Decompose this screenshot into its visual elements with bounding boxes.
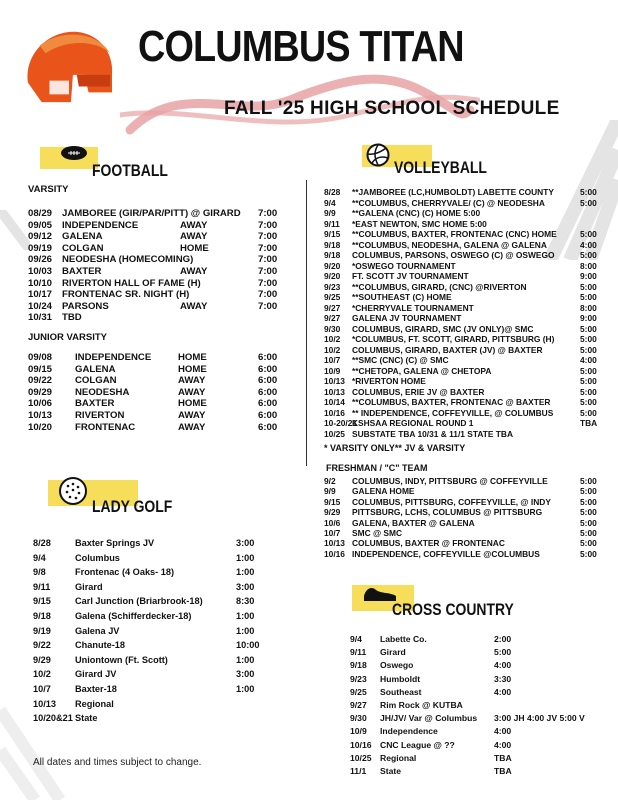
volleyball-event: *CHERRYVALE TOURNAMENT [352,302,474,313]
titan-helmet-logo [20,24,118,110]
volleyball-freshman-time: 5:00 [580,528,597,538]
football-jv-site: AWAY [178,386,206,398]
golf-heading [92,492,190,522]
volleyball-freshman-event: SMC @ SMC [352,528,403,538]
football-jv-date: 09/15 [28,363,53,375]
football-varsity-time: 7:00 [258,289,278,301]
football-jv-site: AWAY [178,421,206,433]
golf-date: 10/20&21 [33,713,73,724]
golf-date: 9/4 [33,552,46,563]
volleyball-event: **COLUMBUS, BAXTER, FRONTENAC @ BAXTER [352,397,551,407]
golf-time: 1:00 [236,567,255,578]
cross-country-date: 9/25 [350,686,367,697]
golf-event: Galena JV [75,625,120,636]
cross-country-time: TBA [494,752,512,763]
volleyball-time: 5:00 [580,250,597,260]
volleyball-note: * VARSITY ONLY** JV & VARSITY [324,443,466,453]
football-jv-site: AWAY [178,410,206,421]
volleyball-date: 9/15 [324,229,341,239]
football-varsity-time: 7:00 [258,254,278,266]
golf-time: 10:00 [236,640,260,651]
volleyball-event: *OSWEGO TOURNAMENT [352,260,456,271]
volleyball-freshman-date: 10/7 [324,528,341,538]
football-varsity-date: 09/26 [28,254,53,266]
column-divider [306,180,307,466]
golf-event: Frontenac (4 Oaks- 18) [75,567,175,578]
volleyball-date: 10/14 [324,397,345,407]
volleyball-event: **GALENA (CNC) (C) HOME 5:00 [352,208,481,218]
cross-country-time: 3:00 JH 4:00 JV 5:00 V [494,713,585,724]
volleyball-event: SUBSTATE TBA 10/31 & 11/1 STATE TBA [352,428,514,439]
volleyball-time: 9:00 [580,271,597,281]
football-jv-opponent: FRONTENAC [75,421,136,433]
cross-country-time: 4:00 [494,660,512,671]
volleyball-event: COLUMBUS, ERIE JV @ BAXTER [352,386,485,397]
football-varsity-date: 10/03 [28,266,53,277]
football-varsity-time: 7:00 [258,300,278,312]
volleyball-time: 5:00 [580,397,597,407]
cross-country-date: 9/18 [350,660,367,671]
cross-country-time: 4:00 [494,686,512,697]
cross-country-event: JH/JV/ Var @ Columbus [380,713,478,724]
golf-date: 9/22 [33,640,51,651]
football-varsity-opponent: FRONTENAC SR. NIGHT (H) [62,289,190,301]
golf-date: 10/13 [33,698,56,709]
football-jv-date: 09/29 [28,386,53,398]
volleyball-freshman-event: PITTSBURG, LCHS, COLUMBUS @ PITTSBURG [352,507,543,518]
golf-event: Baxter Springs JV [75,538,155,548]
volleyball-event: **COLUMBUS, BAXTER, FRONTENAC (CNC) HOME [352,229,557,239]
volleyball-date: 10-20/21 [324,418,358,428]
football-jv-date: 09/22 [28,375,53,387]
volleyball-time: 5:00 [580,386,597,397]
volleyball-freshman-date: 10/6 [324,517,341,528]
golf-time: 3:00 [236,669,255,680]
volleyball-freshman-date: 9/15 [324,496,341,507]
golf-time: 3:00 [236,581,255,592]
volleyball-freshman-event: INDEPENDENCE, COFFEYVILLE @COLUMBUS [352,548,540,559]
volleyball-freshman-event: COLUMBUS, INDY, PITTSBURG @ COFFEYVILLE [352,476,548,486]
volleyball-date: 9/20 [324,260,341,271]
volleyball-event: **SOUTHEAST (C) HOME [352,292,452,302]
volleyball-time: 5:00 [580,344,597,355]
cross-country-event: Labette Co. [380,634,427,644]
football-varsity-opponent: TBD [62,312,82,324]
cross-country-date: 9/23 [350,673,367,684]
volleyball-date: 9/23 [324,281,341,292]
golf-ball-icon [58,476,88,506]
volleyball-freshman-event: GALENA, BAXTER @ GALENA [352,517,475,528]
cross-country-date: 9/30 [350,713,367,724]
golf-title: LADY GOLF [92,497,173,516]
volleyball-time: 4:00 [580,355,597,365]
volleyball-time: 5:00 [580,365,597,376]
volleyball-freshman-time: 5:00 [580,476,597,486]
golf-event: Galena (Schifferdecker-18) [75,611,192,621]
football-varsity-date: 10/31 [28,312,53,324]
golf-date: 9/15 [33,596,51,607]
footnote: All dates and times subject to change. [33,757,202,768]
volleyball-freshman-time: 5:00 [580,507,597,518]
football-varsity-time: 7:00 [258,208,278,219]
football-jv-opponent: GALENA [75,363,116,375]
volleyball-time: TBA [580,418,598,428]
volleyball-time: 4:00 [580,239,597,250]
football-varsity-site: HOME [180,242,209,254]
volleyball-event: **SMC (CNC) (C) @ SMC [352,355,449,365]
volleyball-freshman-event: COLUMBUS, PITTSBURG, COFFEYVILLE, @ INDY [352,496,551,507]
football-jv-time: 6:00 [258,398,278,410]
volleyball-event: *RIVERTON HOME [352,376,426,386]
football-heading [92,156,185,186]
football-varsity-time: 7:00 [258,231,278,243]
football-varsity-time: 7:00 [258,242,278,254]
cross-country-time: TBA [494,766,512,776]
volleyball-freshman-time: 5:00 [580,486,597,497]
page-subtitle: FALL '25 HIGH SCHOOL SCHEDULE [224,98,560,119]
golf-date: 9/18 [33,611,51,621]
cross-country-time: 4:00 [494,726,512,737]
volleyball-freshman-time: 5:00 [580,517,597,528]
volleyball-date: 9/20 [324,271,341,281]
volleyball-freshman-date: 9/2 [324,476,336,486]
volleyball-date: 10/13 [324,376,345,386]
golf-time: 1:00 [236,654,255,665]
football-jv-opponent: BAXTER [75,398,115,410]
corner-decoration-mid-left [0,210,30,250]
volleyball-freshman-time: 5:00 [580,538,597,549]
volleyball-time: 5:00 [580,334,597,344]
volleyball-event: *EAST NEWTON, SMC HOME 5:00 [352,218,487,229]
football-varsity-date: 09/19 [28,242,53,254]
cross-country-event: Regional [380,752,417,763]
football-jv-label: JUNIOR VARSITY [28,332,108,343]
golf-event: Regional [75,698,114,709]
football-varsity-opponent: PARSONS [62,300,109,312]
volleyball-freshman-date: 10/16 [324,548,345,559]
volleyball-date: 9/9 [324,208,336,218]
cross-country-date: 9/4 [350,634,362,644]
cross-country-date: 10/9 [350,726,367,737]
football-varsity-opponent: COLGAN [62,242,104,254]
football-varsity-date: 10/17 [28,289,53,301]
golf-date: 10/7 [33,684,51,694]
football-varsity-opponent: BAXTER [62,266,102,277]
football-icon [60,145,88,161]
golf-event: Columbus [75,552,120,563]
page-title: COLUMBUS TITAN [138,22,464,71]
volleyball-freshman-date: 10/13 [324,538,345,549]
volleyball-title: VOLLEYBALL [394,158,487,177]
football-jv-time: 6:00 [258,421,278,433]
golf-event: Uniontown (Ft. Scott) [75,654,168,665]
volleyball-date: 10/13 [324,386,345,397]
volleyball-time: 5:00 [580,197,597,208]
volleyball-date: 9/11 [324,218,340,229]
golf-event: Carl Junction (Briarbrook-18) [75,596,203,607]
cross-country-date: 9/27 [350,700,367,710]
football-varsity-time: 7:00 [258,219,278,231]
volleyball-event: **COLUMBUS, CHERRYVALE/ (C) @ NEODESHA [352,197,545,208]
football-varsity-date: 09/05 [28,219,53,231]
football-varsity-opponent: JAMBOREE (GIR/PAR/PITT) @ GIRARD [62,208,241,219]
football-jv-date: 09/08 [28,352,53,363]
volleyball-event: **COLUMBUS, GIRARD, (CNC) @RIVERTON [352,281,527,292]
volleyball-date: 10/16 [324,407,345,418]
football-jv-date: 10/06 [28,398,53,410]
volleyball-date: 9/25 [324,292,341,302]
golf-time: 3:00 [236,538,255,548]
cross-country-event: Southeast [380,686,422,697]
volleyball-date: 9/18 [324,250,341,260]
volleyball-date: 10/7 [324,355,341,365]
volleyball-event: GALENA JV TOURNAMENT [352,313,462,323]
volleyball-event: KSHSAA REGIONAL ROUND 1 [352,418,474,428]
football-jv-site: HOME [178,398,207,410]
volleyball-date: 9/27 [324,313,341,323]
cross-country-time: 5:00 [494,647,512,658]
football-title: FOOTBALL [92,161,168,180]
volleyball-event: **CHETOPA, GALENA @ CHETOPA [352,365,492,376]
football-varsity-time: 7:00 [258,266,278,277]
football-jv-site: HOME [178,352,207,363]
cross-country-date: 11/1 [350,766,367,776]
football-varsity-date: 10/24 [28,300,53,312]
golf-date: 9/11 [33,581,51,592]
volleyball-time: 5:00 [580,407,597,418]
volleyball-time: 5:00 [580,292,597,302]
football-jv-time: 6:00 [258,363,278,375]
football-varsity-site: AWAY [180,300,208,312]
volleyball-event: COLUMBUS, PARSONS, OSWEGO (C) @ OSWEGO [352,250,555,260]
golf-time: 1:00 [236,625,255,636]
volleyball-event: **JAMBOREE (LC,HUMBOLDT) LABETTE COUNTY [352,187,554,197]
football-jv-date: 10/20 [28,421,53,433]
cross-country-event: Rim Rock @ KUTBA [380,700,463,710]
cross-country-time: 3:30 [494,673,512,684]
volleyball-event: FT. SCOTT JV TOURNAMENT [352,271,469,281]
golf-time: 8:30 [236,596,255,607]
volleyball-date: 10/2 [324,334,341,344]
volleyball-event: **COLUMBUS, NEODESHA, GALENA @ GALENA [352,239,547,250]
football-varsity-site: AWAY [180,219,208,231]
volleyball-time: 8:00 [580,302,597,313]
golf-date: 9/29 [33,654,51,665]
volleyball-date: 10/9 [324,365,341,376]
golf-event: Chanute-18 [75,640,126,651]
volleyball-time: 5:00 [580,229,597,239]
golf-event: Baxter-18 [75,684,117,694]
volleyball-freshman-time: 5:00 [580,548,597,559]
volleyball-date: 10/2 [324,344,341,355]
football-varsity-opponent: GALENA [62,231,103,243]
golf-date: 9/19 [33,625,51,636]
football-jv-site: HOME [178,363,207,375]
football-varsity-opponent: INDEPENDENCE [62,219,139,231]
volleyball-heading [394,153,507,183]
volleyball-time: 9:00 [580,313,597,323]
football-jv-opponent: COLGAN [75,375,117,387]
golf-event: Girard JV [75,669,117,680]
volleyball-time: 5:00 [580,376,597,386]
football-jv-time: 6:00 [258,386,278,398]
cross-country-event: Oswego [380,660,414,671]
volleyball-event: COLUMBUS, GIRARD, BAXTER (JV) @ BAXTER [352,344,543,355]
football-varsity-date: 08/29 [28,208,53,219]
golf-event: State [75,713,98,724]
golf-time: 1:00 [236,611,255,621]
cross-country-date: 9/11 [350,647,367,658]
football-jv-opponent: INDEPENDENCE [75,352,152,363]
volleyball-date: 9/30 [324,323,341,334]
golf-event: Girard [75,581,103,592]
cross-country-date: 10/16 [350,739,372,750]
golf-time: 1:00 [236,552,255,563]
football-varsity-time: 7:00 [258,277,278,289]
football-varsity-opponent: RIVERTON HALL OF FAME (H) [62,277,201,289]
cross-country-date: 10/25 [350,752,372,763]
volleyball-freshman-date: 9/29 [324,507,341,518]
football-varsity-site: AWAY [180,231,208,243]
football-varsity-date: 09/12 [28,231,53,243]
cross-country-event: State [380,766,402,776]
volleyball-time: 5:00 [580,187,597,197]
cross-country-time: 2:00 [494,634,512,644]
volleyball-time: 8:00 [580,260,597,271]
football-jv-opponent: RIVERTON [75,410,125,421]
volleyball-date: 9/4 [324,197,336,208]
volleyball-date: 9/27 [324,302,341,313]
cross-country-event: CNC League @ ?? [380,739,455,750]
volleyball-date: 10/25 [324,428,345,439]
volleyball-time: 5:00 [580,323,597,334]
football-jv-date: 10/13 [28,410,53,421]
football-varsity-opponent: NEODESHA (HOMECOMING) [62,254,194,266]
cross-country-event: Independence [380,726,438,737]
football-varsity-date: 10/10 [28,277,53,289]
football-jv-time: 6:00 [258,375,278,387]
golf-date: 9/8 [33,567,46,578]
volleyball-freshman-date: 9/9 [324,486,336,497]
cross-country-event: Humboldt [380,673,421,684]
volleyball-freshman-event: GALENA HOME [352,486,415,497]
cross-country-heading [392,595,541,625]
cross-country-event: Girard [380,647,406,658]
golf-date: 10/2 [33,669,51,680]
football-jv-time: 6:00 [258,352,278,363]
football-jv-time: 6:00 [258,410,278,421]
volleyball-event: *COLUMBUS, FT. SCOTT, GIRARD, PITTSBURG (H) [352,334,555,344]
football-varsity-label: VARSITY [28,184,69,195]
volleyball-freshman-time: 5:00 [580,496,597,507]
volleyball-date: 8/28 [324,187,341,197]
golf-date: 8/28 [33,538,51,548]
volleyball-event: ** INDEPENDENCE, COFFEYVILLE, @ COLUMBUS [352,407,554,418]
volleyball-date: 9/18 [324,239,341,250]
volleyball-event: COLUMBUS, GIRARD, SMC (JV ONLY)@ SMC [352,323,534,334]
football-varsity-site: AWAY [180,266,208,277]
football-jv-site: AWAY [178,375,206,387]
cross-country-time: 4:00 [494,739,512,750]
volleyball-freshman-event: COLUMBUS, BAXTER @ FRONTENAC [352,538,505,549]
volleyball-icon [366,143,390,167]
cross-country-title: CROSS COUNTRY [392,600,514,619]
football-jv-opponent: NEODESHA [75,386,130,398]
volleyball-freshman-label: FRESHMAN / "C" TEAM [326,463,428,473]
volleyball-time: 5:00 [580,281,597,292]
golf-time: 1:00 [236,684,255,694]
